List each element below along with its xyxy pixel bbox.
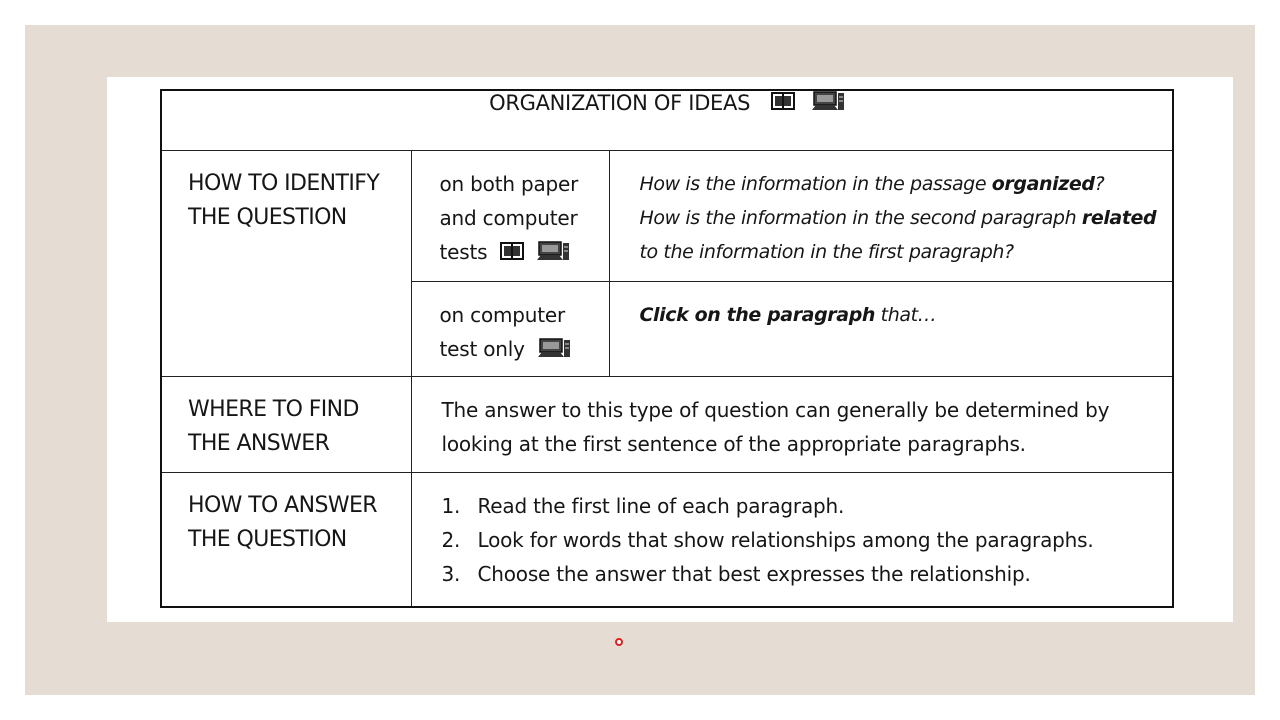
answer-row <box>161 473 1173 608</box>
computer-test-icon <box>811 91 845 111</box>
cursor-indicator <box>615 638 623 646</box>
questions-paper-computer <box>609 151 1173 282</box>
title-row <box>161 90 1173 151</box>
medium-line <box>440 235 609 269</box>
question-text: How is the information in the passage <box>639 173 992 195</box>
question-keyword: organized <box>991 173 1095 195</box>
medium-line-text: tests <box>439 240 488 264</box>
organization-of-ideas-table <box>160 89 1174 608</box>
step-text: Choose the answer that best expresses the relationship. <box>477 562 1031 586</box>
medium-line <box>440 332 609 366</box>
step-number: 3. <box>441 562 461 586</box>
step-item <box>442 489 1173 523</box>
where-label: WHERE TO FIND THE ANSWER <box>161 377 411 473</box>
step-number: 2. <box>441 528 461 552</box>
medium-line: and computer <box>439 206 578 230</box>
medium-line: on computer <box>439 303 566 327</box>
where-line: The answer to this type of question can generally be determined by <box>441 398 1110 422</box>
answer-steps <box>412 473 1173 591</box>
answer-steps-cell <box>411 473 1173 608</box>
question-text: How is the information in the second paragraph <box>639 207 1082 229</box>
table-title-cell <box>161 90 1173 151</box>
medium-line-text: test only <box>439 337 525 361</box>
question-text: that… <box>875 304 937 326</box>
question-keyword: Click on the paragraph <box>639 304 876 326</box>
computer-test-icon <box>537 338 571 358</box>
paper-test-icon <box>771 91 795 111</box>
medium-line: on both paper <box>439 172 579 196</box>
step-item <box>442 523 1173 557</box>
question-line <box>640 201 1173 235</box>
computer-test-icon <box>536 241 570 261</box>
where-line: looking at the first sentence of the appropriate paragraphs. <box>441 432 1026 456</box>
step-number: 1. <box>441 494 461 518</box>
question-line <box>640 235 1173 269</box>
step-item <box>442 557 1173 591</box>
step-text: Look for words that show relationships among the paragraphs. <box>477 528 1094 552</box>
paper-test-icon <box>500 241 524 261</box>
question-computer-only <box>609 282 1173 377</box>
identify-label: HOW TO IDENTIFY THE QUESTION <box>161 151 411 377</box>
medium-computer-only <box>411 282 609 377</box>
question-keyword: related <box>1081 207 1157 229</box>
question-line <box>640 167 1173 201</box>
step-text: Read the first line of each paragraph. <box>477 494 845 518</box>
question-line <box>640 298 1173 332</box>
table-title: ORGANIZATION OF IDEAS <box>489 91 751 115</box>
where-row <box>161 377 1173 473</box>
identify-row-paper <box>161 151 1173 282</box>
medium-paper-computer <box>411 151 609 282</box>
question-text: to the information in the first paragraph? <box>639 241 1014 263</box>
answer-label: HOW TO ANSWER THE QUESTION <box>161 473 411 608</box>
where-text <box>411 377 1173 473</box>
question-text: ? <box>1094 173 1105 195</box>
